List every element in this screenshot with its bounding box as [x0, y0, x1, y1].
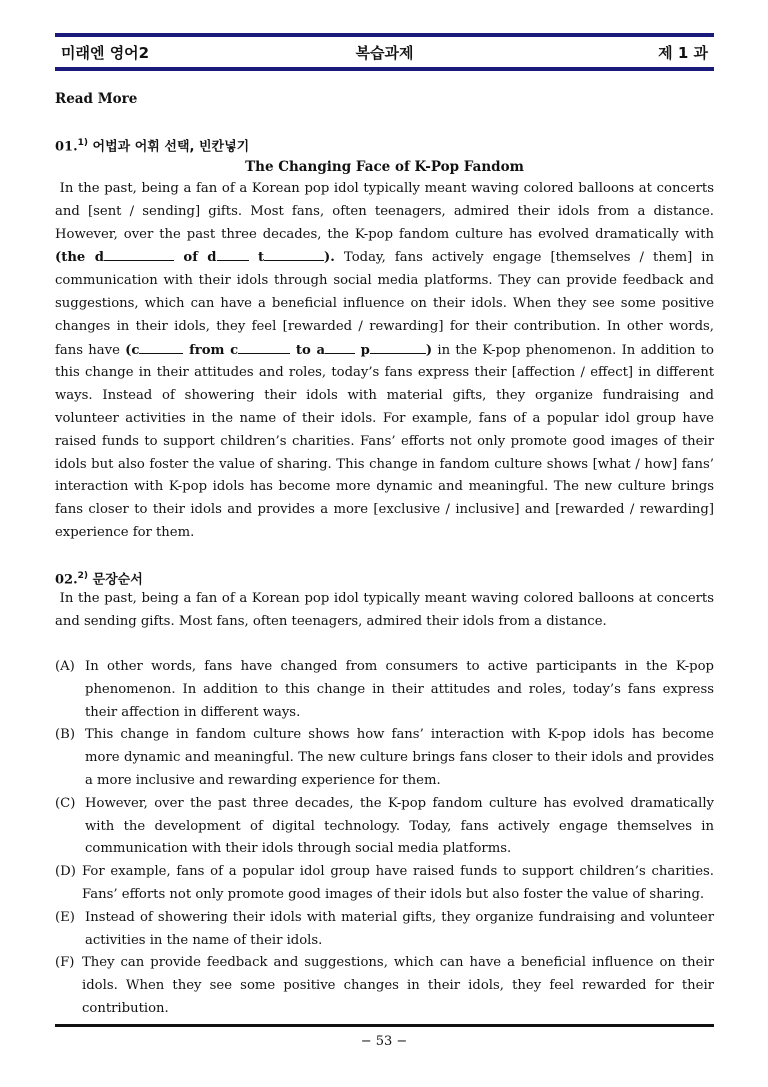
option-text: Instead of showering their idols with material gifts, they organize fundraising and volunteer activities in the name of their idols.: [85, 909, 714, 948]
question-2-title: 문장순서: [92, 572, 143, 588]
blank-phrase-2: (c from c to a p ): [125, 343, 432, 358]
option-text: In other words, fans have changed from consumers to active participants in the K-pop phenomenon. In addition to this change in their attitudes and roles, today’s fans express their affection in different ways.: [85, 659, 714, 720]
question-1-title: 어법과 어휘 선택, 빈칸넣기: [92, 139, 250, 155]
blank-phrase-1: (the d of d t ).: [55, 250, 335, 265]
answer-blank[interactable]: [264, 246, 324, 261]
option-e: [55, 907, 714, 953]
question-2-footnote: 2): [77, 571, 89, 581]
question-1-footnote: 1): [77, 138, 89, 148]
textbook-title: 미래엔 영어2: [61, 44, 150, 62]
option-text: For example, fans of a popular idol group have raised funds to support children’s charities. Fans’ efforts not only promote good images of their idols but also foster the value of sharing.: [82, 864, 714, 902]
option-b: [55, 724, 714, 792]
header-top-rule: [55, 33, 714, 37]
header-bottom-rule: [55, 67, 714, 71]
option-label: (E): [55, 909, 75, 925]
answer-blank[interactable]: [217, 246, 249, 261]
intro-text: In the past, being a fan of a Korean pop idol typically meant waving colored balloons at concerts and sending gifts. Most fans, often teenagers, admired their idols from a distance.: [55, 591, 714, 629]
option-text: This change in fandom culture shows how fans’ interaction with K-pop idols has become more dynamic and meaningful. The new culture brings fans closer to their idols and provides a more inclusive and rewarding experience for them.: [85, 727, 714, 788]
page-header: [55, 38, 714, 66]
option-text: However, over the past three decades, the K-pop fandom culture has evolved dramatically with the development of digital technology. Today, fans actively engage themselves in communication with their idols through social media platforms.: [85, 795, 714, 857]
passage-text-2: Today, fans actively engage [themselves / them] in communication with their idols through social media platforms. They can provide feedback and suggestions, which can have a beneficial influence on their idols. When they see some positive changes in their idols, they feel [rewarded / rewarding] for their contribution. In other words, fans have: [55, 250, 715, 358]
option-f: [55, 952, 714, 1020]
option-label: (B): [55, 727, 75, 743]
option-label: (D): [55, 864, 76, 880]
option-label: (F): [55, 955, 75, 971]
passage-text-1: In the past, being a fan of a Korean pop idol typically meant waving colored balloons at concerts and [sent / sending] gifts. Most fans, often teenagers, admired their idols from a distance. However, over the past three decades, the K-pop fandom culture has evolved dramatically with: [55, 181, 714, 242]
option-a: [55, 656, 714, 724]
answer-blank[interactable]: [370, 339, 426, 354]
page-number: − 53 −: [360, 1034, 408, 1049]
option-label: (C): [55, 795, 76, 811]
ordering-options: [55, 656, 714, 1021]
passage-text-3: in the K-pop phenomenon. In addition to this change in their attitudes and roles, today’s fans express their [affection / effect] in different ways. Instead of showering their idols with material gifts, they organize fundraising and volunteer activities in the name of their idols. For example, fans of a popular idol group have raised funds to support children’s charities. Fans’ efforts not only promote good images of their idols but also foster the value of sharing. This change in fandom culture shows [what / how] fans’ interaction with K-pop idols has become more dynamic and meaningful. The new culture brings fans closer to their idols and provides a more [exclusive / inclusive] and [rewarded / rewarding] experience for them.: [55, 342, 714, 540]
answer-blank[interactable]: [325, 339, 355, 354]
question-2-number: 02.: [55, 572, 78, 588]
question-1-passage: [55, 178, 714, 545]
section-title: Read More: [55, 91, 138, 107]
option-d: [55, 861, 714, 907]
answer-blank[interactable]: [139, 339, 183, 354]
passage-title: The Changing Face of K-Pop Fandom: [245, 159, 524, 175]
question-1-number: 01.: [55, 139, 78, 155]
option-text: They can provide feedback and suggestions, which can have a beneficial influence on their idols. When they see some positive changes in their idols, they feel rewarded for their contribution.: [82, 955, 714, 1016]
option-c: [55, 793, 714, 861]
answer-blank[interactable]: [104, 246, 174, 261]
footer-rule: [55, 1024, 714, 1027]
option-label: (A): [55, 659, 75, 674]
question-2-intro: [55, 588, 714, 634]
answer-blank[interactable]: [238, 339, 290, 354]
lesson-number: 제 1 과: [658, 44, 708, 62]
assignment-title: 복습과제: [355, 44, 414, 62]
